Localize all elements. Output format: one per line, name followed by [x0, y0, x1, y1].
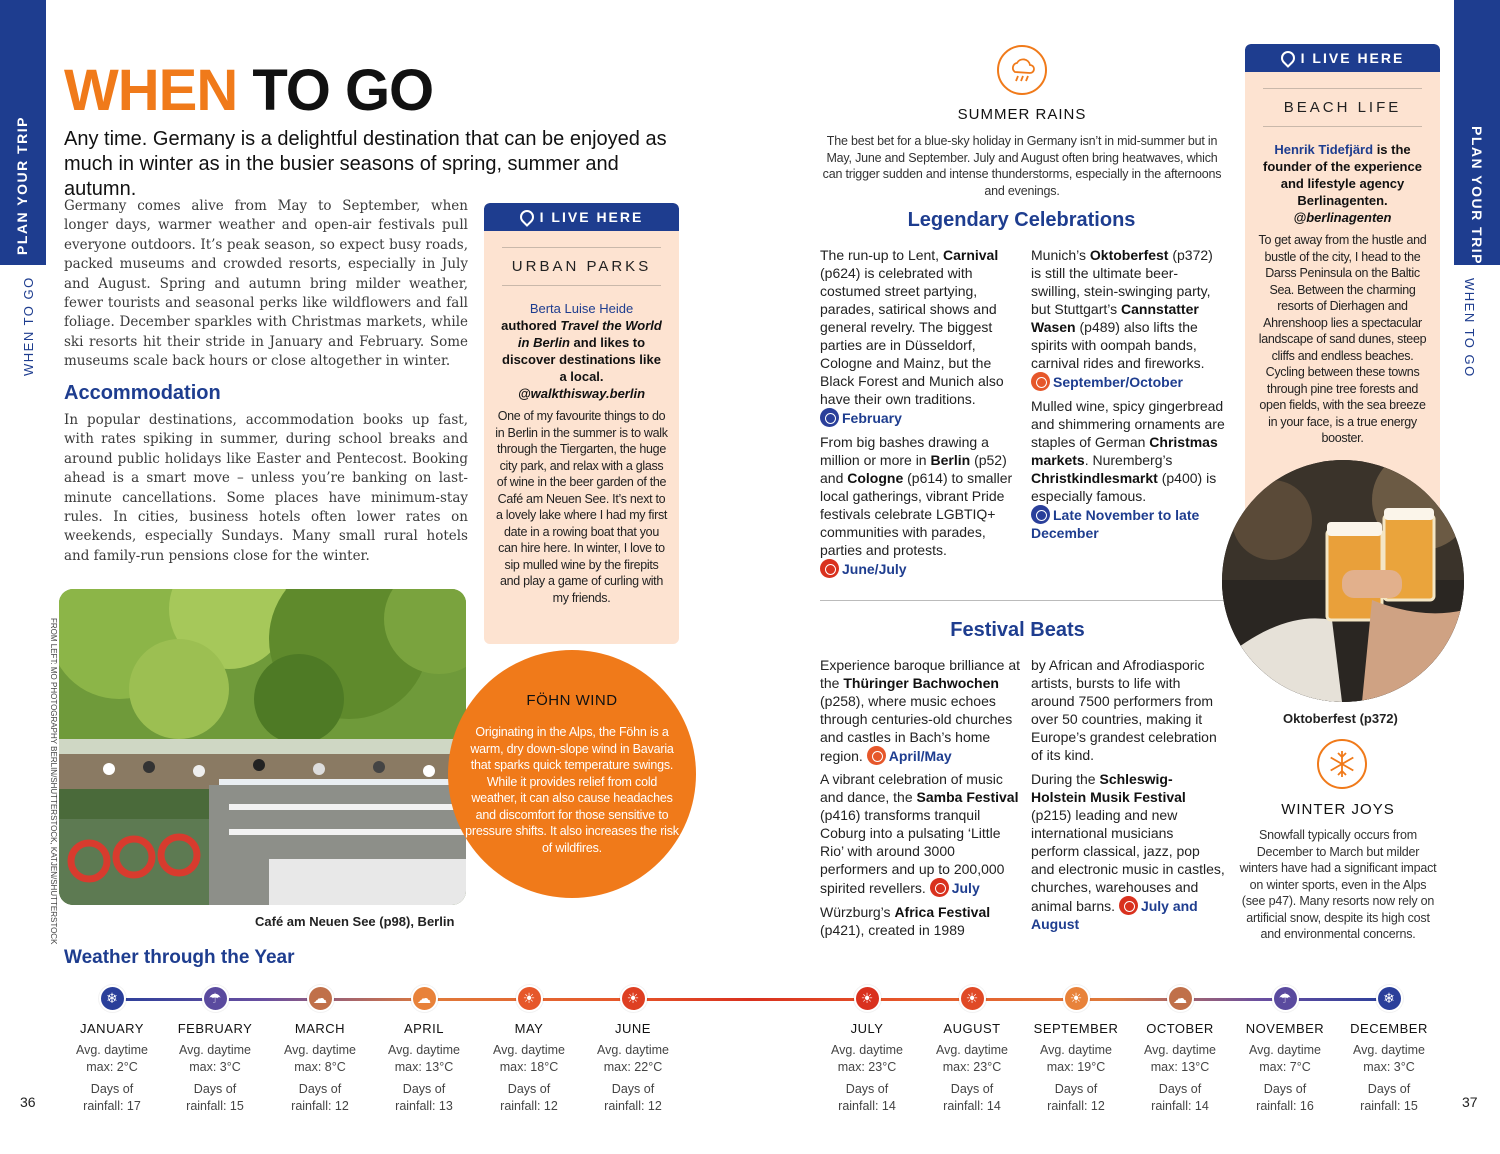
text-run: From big bashes drawing a million or more in — [820, 434, 989, 468]
cloud-sun-tag-icon — [1031, 372, 1050, 391]
author-handle: @berlinagenten — [1293, 210, 1392, 225]
month-may — [474, 985, 584, 1114]
rain-value: rainfall: 12 — [604, 1098, 662, 1113]
month-name: JUNE — [615, 1021, 651, 1036]
rain-value: rainfall: 15 — [1360, 1098, 1418, 1113]
temp-label: Avg. daytime — [1248, 1043, 1322, 1057]
event-name: Christkindlesmarkt — [1031, 470, 1158, 486]
month-march — [265, 985, 375, 1114]
rainfall — [369, 1081, 479, 1114]
month-november — [1230, 985, 1340, 1114]
title-part-main: TO GO — [252, 58, 434, 123]
summer-rains-text: The best bet for a blue-sky holiday in Germany isn’t in mid-summer but in May, June and September. July and August often bring heatwaves, which can trigger sudden and intense thunderstorms, especially in the afternoons and evenings. — [822, 134, 1222, 198]
temp-value: max: 18°C — [499, 1059, 559, 1074]
rain-label: Days of — [402, 1082, 446, 1096]
temp-label: Avg. daytime — [1143, 1043, 1217, 1057]
weather-heading: Weather through the Year — [64, 947, 295, 968]
temp-label: Avg. daytime — [1039, 1043, 1113, 1057]
rain-label: Days of — [1263, 1082, 1307, 1096]
text-run: (p372) is still the ultimate beer-swilling, stein-swinging party, but Stuttgart’s — [1031, 247, 1213, 317]
weather-icon: ☀ — [854, 985, 881, 1012]
festival-bach — [820, 656, 1020, 765]
text-run: (p416) transforms tranquil Coburg into a pulsating ‘Little Rio’ with around 3000 performers and up to 200,000 spirited revellers. — [820, 807, 1005, 896]
photo-credit: FROM LEFT: MO PHOTOGRAPHY BERLIN/SHUTTERSTOCK, KATJEN/SHUTTERSTOCK — [49, 618, 58, 945]
temperature — [812, 1042, 922, 1075]
author-name: Berta Luise Heide — [529, 301, 634, 316]
celebration-christmas — [1031, 397, 1225, 542]
divider — [1263, 88, 1422, 89]
temp-label: Avg. daytime — [178, 1043, 252, 1057]
intro-paragraph: Germany comes alive from May to September, when longer days, warmer weather and open-air festivals pull everyone outdoors. It’s peak season, so expect busy roads, packed museums and crowded resorts, especially in July and August. Spring and autumn bring milder weather, fewer tourists and seasonal perks like wildflowers and fall foliage. December sparkles with Christmas markets, while ski resorts hit their stride in January and February. Some museums scale back hours or close altogether in winter. — [64, 198, 468, 370]
cloud-sun-tag-icon — [867, 746, 886, 765]
weather-icon: ❄ — [1376, 985, 1403, 1012]
side-section-label: WHEN TO GO — [1462, 278, 1477, 378]
month-tag: July and August — [1031, 898, 1198, 932]
text-run: (p489) also lifts the spirits with oompah bands, carnival rides and fireworks. — [1031, 319, 1205, 371]
rainfall — [1334, 1081, 1444, 1114]
month-name: DECEMBER — [1350, 1021, 1428, 1036]
temp-value: max: 23°C — [837, 1059, 897, 1074]
oktoberfest-illustration — [1222, 460, 1464, 702]
rain-value: rainfall: 15 — [186, 1098, 244, 1113]
text-run: Experience baroque brilliance at the — [820, 657, 1021, 691]
temp-value: max: 13°C — [1150, 1059, 1210, 1074]
temp-label: Avg. daytime — [387, 1043, 461, 1057]
cafe-photo-illustration — [59, 589, 466, 905]
author-bio — [498, 300, 665, 402]
temp-value: max: 22°C — [603, 1059, 663, 1074]
snowflake-glyph — [1327, 749, 1357, 779]
celebration-carnival — [820, 246, 1020, 427]
rainfall — [1021, 1081, 1131, 1114]
rainfall — [474, 1081, 584, 1114]
weather-icon: ❄ — [99, 985, 126, 1012]
text-run: (p421), created in 1989 — [820, 922, 965, 938]
month-tag: Late November to late December — [1031, 507, 1200, 541]
divider — [1263, 126, 1422, 127]
winter-joys-text: Snowfall typically occurs from December to March but milder winters have had a significant impact on winter sports, even in the Alps (see p47). Many resorts now rely on artificial snow, despite its high cost and environmental concerns. — [1239, 828, 1437, 941]
author-bio — [1259, 141, 1426, 226]
weather-icon: ☂ — [202, 985, 229, 1012]
festival-africa — [820, 903, 1020, 939]
temperature — [265, 1042, 375, 1075]
author-role: and likes to discover destinations like a local. — [502, 335, 661, 384]
rain-label: Days of — [950, 1082, 994, 1096]
accommodation-heading: Accommodation — [64, 382, 221, 404]
temp-label: Avg. daytime — [830, 1043, 904, 1057]
weather-icon: ☀ — [620, 985, 647, 1012]
rain-value: rainfall: 16 — [1256, 1098, 1314, 1113]
divider — [502, 285, 661, 286]
side-tab-label: PLAN YOUR TRIP — [14, 116, 30, 255]
rainfall — [57, 1081, 167, 1114]
event-name: Cologne — [847, 470, 904, 486]
rainfall — [578, 1081, 688, 1114]
text-run: (p400) is especially famous. — [1031, 470, 1217, 504]
badge-label: I LIVE HERE — [539, 209, 644, 225]
month-name: AUGUST — [943, 1021, 1001, 1036]
weather-icon: ☀ — [1063, 985, 1090, 1012]
temp-label: Avg. daytime — [283, 1043, 357, 1057]
temperature — [1334, 1042, 1444, 1075]
book-title: Travel the World in Berlin — [517, 318, 662, 350]
badge-label: I LIVE HERE — [1300, 50, 1405, 66]
festival-heading: Festival Beats — [950, 619, 1085, 641]
section-divider — [820, 600, 1224, 601]
temperature — [1021, 1042, 1131, 1075]
page-number-right: 37 — [1462, 1094, 1478, 1110]
month-january — [57, 985, 167, 1114]
fohn-text: Originating in the Alps, the Föhn is a warm, dry down-slope wind in Bavaria that sparks quick temperature swings. While it provides relief from cold weather, it can also cause headaches and discomfort for those sensitive to pressure shifts. It also increases the risk of wildfires. — [465, 725, 679, 855]
page-title — [64, 58, 434, 123]
event-name: Samba Festival — [916, 789, 1019, 805]
fohn-wind-callout — [448, 650, 696, 898]
event-name: Thüringer Bachwochen — [843, 675, 999, 691]
month-september — [1021, 985, 1131, 1114]
text-run: During the — [1031, 771, 1096, 787]
temp-value: max: 2°C — [86, 1059, 138, 1074]
weather-icon: ☁ — [307, 985, 334, 1012]
temp-value: max: 13°C — [394, 1059, 454, 1074]
weather-icon: ☀ — [959, 985, 986, 1012]
box-subtitle: BEACH LIFE — [1283, 99, 1402, 116]
event-name: Africa Festival — [894, 904, 991, 920]
i-live-here-badge — [484, 203, 679, 231]
cloud-rain-glyph — [1007, 55, 1037, 85]
rainfall — [265, 1081, 375, 1114]
month-june — [578, 985, 688, 1114]
month-february — [160, 985, 270, 1114]
weather-icon: ☀ — [516, 985, 543, 1012]
summer-rains-heading: SUMMER RAINS — [957, 106, 1087, 123]
fohn-heading: FÖHN WIND — [526, 692, 618, 709]
text-run: Mulled wine, spicy gingerbread and shimmering ornaments are staples of German — [1031, 398, 1225, 450]
rainfall — [1230, 1081, 1340, 1114]
month-name: JULY — [850, 1021, 884, 1036]
text-run: Munich’s — [1031, 247, 1086, 263]
festival-schleswig-holstein — [1031, 770, 1225, 933]
temp-value: max: 23°C — [942, 1059, 1002, 1074]
author-role: authored — [501, 318, 557, 333]
winter-joys-heading: WINTER JOYS — [1281, 801, 1395, 818]
snow-tag-icon — [820, 408, 839, 427]
festival-samba — [820, 770, 1020, 897]
event-name: Berlin — [930, 452, 971, 468]
snowflake-icon — [1317, 739, 1367, 789]
text-run: (p624) is celebrated with costumed street partying, parades, satirical shows and general revelry. The biggest parties are in Düsseldorf, Cologne and Mainz, but the Black Forest and Munich also have their own traditions. — [820, 265, 1004, 407]
event-name: Oktoberfest — [1089, 247, 1169, 263]
divider — [502, 247, 661, 248]
temp-label: Avg. daytime — [75, 1043, 149, 1057]
month-april — [369, 985, 479, 1114]
rain-label: Days of — [1367, 1082, 1411, 1096]
sun-tag-icon — [930, 878, 949, 897]
side-tab-right — [1454, 0, 1500, 265]
title-part-accent: WHEN — [64, 58, 238, 123]
weather-icon: ☂ — [1272, 985, 1299, 1012]
rain-label: Days of — [298, 1082, 342, 1096]
month-name: MAY — [514, 1021, 544, 1036]
month-tag: June/July — [842, 561, 907, 577]
text-run: (p215) leading and new international musicians perform classical, jazz, pop and electronic music in castles, churches, warehouses and animal barns. — [1031, 807, 1225, 914]
snow-tag-icon — [1031, 505, 1050, 524]
side-tab-left — [0, 0, 46, 265]
box-body: To get away from the hustle and bustle of the city, I head to the Darss Peninsula on the Baltic Sea. Between the charming resorts of Dierhagen and Ahrenshoop lies a spectacular landscape of sand dunes, steep cliffs and endless beaches. Cycling between these towns through pine tree forests and open fields, with the sea breeze in your face, is a true energy booster. — [1258, 233, 1427, 445]
weather-icon: ☁ — [411, 985, 438, 1012]
weather-icon: ☁ — [1167, 985, 1194, 1012]
text-run: (p614) to smaller local gatherings, vibrant Pride festivals celebrate LGBTIQ+ communities with parades, parties and protests. — [820, 470, 1013, 558]
box-subtitle: URBAN PARKS — [511, 258, 652, 275]
author-role: is the founder of the experience and lifestyle agency Berlinagenten. — [1263, 142, 1422, 208]
cloud-rain-icon — [997, 45, 1047, 95]
text-run: (p258), where music echoes through centuries-old churches and castles in Bach’s home region. — [820, 693, 1013, 764]
temperature — [1230, 1042, 1340, 1075]
side-section-label: WHEN TO GO — [21, 276, 36, 376]
rain-value: rainfall: 12 — [291, 1098, 349, 1113]
month-name: FEBRUARY — [177, 1021, 253, 1036]
temperature — [369, 1042, 479, 1075]
rain-value: rainfall: 14 — [943, 1098, 1001, 1113]
month-name: OCTOBER — [1146, 1021, 1214, 1036]
author-name: Henrik Tidefjärd — [1274, 142, 1374, 157]
author-handle: @walkthisway.berlin — [517, 386, 646, 401]
temperature — [578, 1042, 688, 1075]
rain-value: rainfall: 12 — [500, 1098, 558, 1113]
accommodation-paragraph: In popular destinations, accommodation books up fast, with rates spiking in summer, during school breaks and around public holidays like Easter and Pentecost. Booking ahead is a smart move – unless you’re banking on last-minute cancellations. Some places have minimum-stay rules. In cities, business hotels often lower rates on weekends, especially Sundays. Many small rural hotels and family-run pensions close for the winter. — [64, 412, 468, 564]
rain-value: rainfall: 13 — [395, 1098, 453, 1113]
event-name: Carnival — [942, 247, 999, 263]
festival-africa-continued: by African and Afrodiasporic artists, bursts to life with around 7500 performers from over 50 countries, making it Europe’s grandest celebration of its kind. — [1031, 657, 1217, 763]
event-name: Schleswig-Holstein Musik Festival — [1031, 771, 1186, 805]
rain-label: Days of — [1158, 1082, 1202, 1096]
event-name: Cannstatter Wasen — [1031, 301, 1199, 335]
event-name: Christmas markets — [1031, 434, 1218, 468]
month-name: SEPTEMBER — [1033, 1021, 1119, 1036]
page-number-left: 36 — [20, 1094, 36, 1110]
month-tag: April/May — [888, 748, 952, 764]
month-december — [1334, 985, 1444, 1114]
text-run: (p52) and — [820, 452, 1007, 486]
month-tag: February — [842, 410, 902, 426]
i-live-here-badge — [1245, 44, 1440, 72]
sun-tag-icon — [1119, 896, 1138, 915]
month-july — [812, 985, 922, 1114]
oktoberfest-photo — [1222, 460, 1464, 702]
side-tab-label: PLAN YOUR TRIP — [1469, 126, 1485, 265]
text-run: The run-up to Lent, — [820, 247, 940, 263]
rain-value: rainfall: 17 — [83, 1098, 141, 1113]
month-name: MARCH — [294, 1021, 346, 1036]
celebrations-heading: Legendary Celebrations — [907, 209, 1136, 231]
month-tag: September/October — [1053, 374, 1183, 390]
rain-label: Days of — [507, 1082, 551, 1096]
month-tag: July — [951, 880, 980, 896]
temperature — [57, 1042, 167, 1075]
rain-value: rainfall: 14 — [838, 1098, 896, 1113]
text-run: A vibrant celebration of music and dance, the — [820, 771, 1003, 805]
temp-label: Avg. daytime — [1352, 1043, 1426, 1057]
month-name: APRIL — [403, 1021, 445, 1036]
rain-label: Days of — [845, 1082, 889, 1096]
location-pin-icon — [1278, 48, 1298, 68]
temperature — [160, 1042, 270, 1075]
rainfall — [917, 1081, 1027, 1114]
text-run: . Nuremberg’s — [1084, 452, 1173, 468]
cafe-photo — [59, 589, 466, 905]
temperature — [917, 1042, 1027, 1075]
celebration-oktoberfest — [1031, 246, 1225, 391]
temp-value: max: 7°C — [1259, 1059, 1311, 1074]
box-body: One of my favourite things to do in Berlin in the summer is to walk through the Tiergarten, the huge city park, and relax with a glass of wine in the beer garden of the Café am Neuen See. It’s next to a lovely lake where I had my first date in a rowing boat that you can hire here. In winter, I love to sip mulled wine by the firepits and play a game of curling with my friends. — [495, 409, 668, 605]
temp-value: max: 3°C — [189, 1059, 241, 1074]
rainfall — [160, 1081, 270, 1114]
temp-value: max: 3°C — [1363, 1059, 1415, 1074]
month-august — [917, 985, 1027, 1114]
temperature — [1125, 1042, 1235, 1075]
temp-value: max: 19°C — [1046, 1059, 1106, 1074]
location-pin-icon — [517, 207, 537, 227]
rainfall — [812, 1081, 922, 1114]
temperature — [474, 1042, 584, 1075]
rain-label: Days of — [1054, 1082, 1098, 1096]
photo-caption: Oktoberfest (p372) — [1283, 711, 1398, 726]
lede: Any time. Germany is a delightful destination that can be enjoyed as much in winter as in the busier seasons of spring, summer and autumn. — [64, 128, 667, 200]
month-name: JANUARY — [80, 1021, 144, 1036]
rain-value: rainfall: 14 — [1151, 1098, 1209, 1113]
i-live-here-box-urban-parks — [484, 203, 679, 644]
rainfall — [1125, 1081, 1235, 1114]
sun-tag-icon — [820, 559, 839, 578]
temp-label: Avg. daytime — [596, 1043, 670, 1057]
rain-value: rainfall: 12 — [1047, 1098, 1105, 1113]
rain-label: Days of — [611, 1082, 655, 1096]
temp-label: Avg. daytime — [492, 1043, 566, 1057]
photo-caption: Café am Neuen See (p98), Berlin — [255, 914, 455, 929]
month-october — [1125, 985, 1235, 1114]
rain-label: Days of — [90, 1082, 134, 1096]
celebration-pride — [820, 433, 1020, 578]
text-run: Würzburg’s — [820, 904, 891, 920]
month-name: NOVEMBER — [1245, 1021, 1325, 1036]
temp-label: Avg. daytime — [935, 1043, 1009, 1057]
temp-value: max: 8°C — [294, 1059, 346, 1074]
rain-label: Days of — [193, 1082, 237, 1096]
